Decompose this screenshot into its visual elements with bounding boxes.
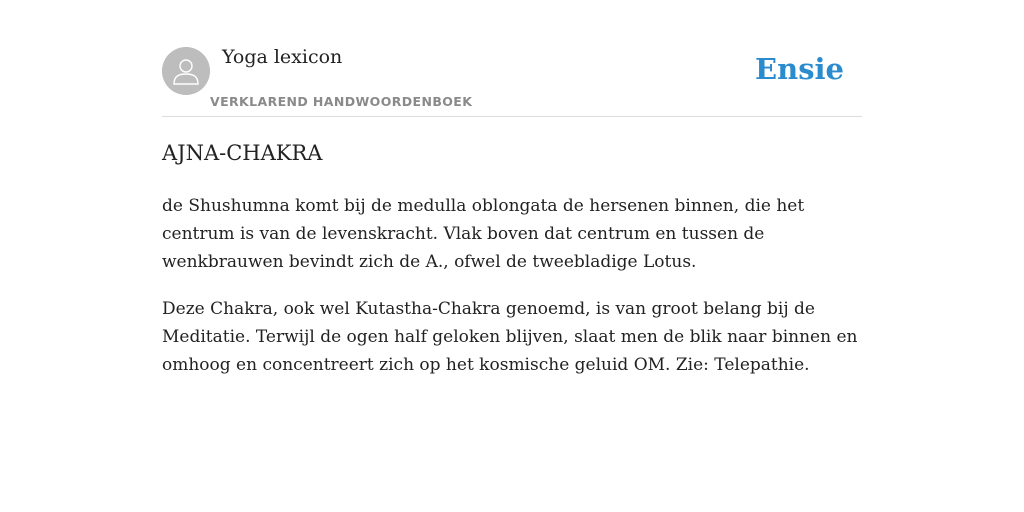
book-subtitle: VERKLAREND HANDWOORDENBOEK [210, 94, 473, 109]
book-header [162, 0, 862, 117]
entry-page [162, 0, 862, 375]
book-title-link[interactable]: Yoga lexicon [222, 46, 343, 68]
ensie-logo-link[interactable]: Ensie [755, 52, 844, 86]
user-placeholder-icon[interactable] [162, 47, 210, 95]
entry-paragraph-2: Deze Chakra, ook wel Kutastha-Chakra genoemd, is van groot belang bij de Meditatie. Terwijl de ogen half geloken blijven, slaat men de blik naar binnen en omhoog en concentreert zich op het kosmische geluid OM. Zie: Telepathie. [162, 299, 858, 375]
entry-paragraph-1: de Shushumna komt bij de medulla oblongata de hersenen binnen, die het centrum is van de levenskracht. Vlak boven dat centrum en tussen de wenkbrauwen bevindt zich de A., ofwel de tweebladige Lotus. [162, 196, 805, 272]
entry-title: AJNA-CHAKRA [162, 141, 323, 165]
